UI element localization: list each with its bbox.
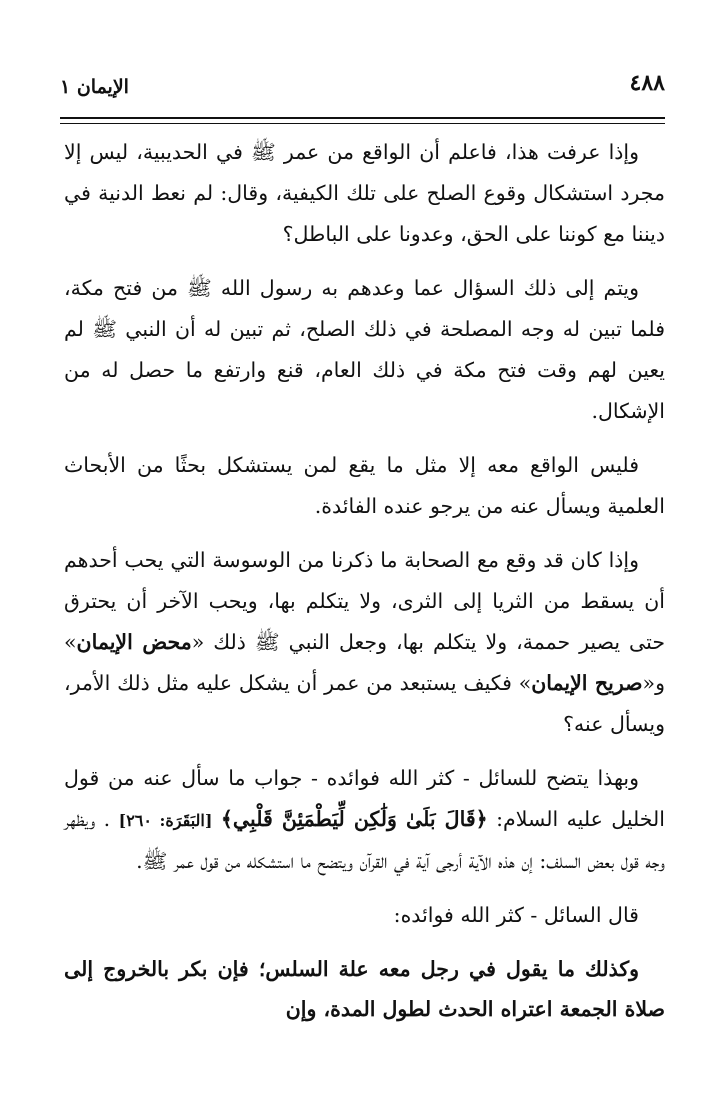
paragraph-4-text-a: وإذا كان قد وقع مع الصحابة ما ذكرنا من الوسوسة التي يحب أحدهم أن يسقط من الثريا إلى الثرى، ولا يتكلم بها، ويحب الآخر أن يحترق حتى يصير حممة، ولا يتكلم بها، وجعل النبي ﷺ ذلك « [64,548,665,654]
quran-verse: ﴿قَالَ بَلَىٰ وَلَٰكِن لِّيَطْمَئِنَّ قَلْبِي﴾ [220,807,488,831]
page-header [60,66,665,106]
paragraph-5-text-a: وبهذا يتضح للسائل - كثر الله فوائده - جواب ما سأل عنه من قول الخليل عليه السلام: [64,766,665,831]
page-body [64,132,665,1042]
page-number: ٤٨٨ [629,70,665,96]
header-rule-thin [60,123,665,124]
term-clear-faith: صريح الإيمان [531,671,643,695]
term-pure-faith: محض الإيمان [76,630,192,654]
paragraph-4-text-b: » و« [64,630,665,695]
verse-reference: [البَقَرَة: ٢٦٠] [118,811,213,830]
paragraph-2: ويتم إلى ذلك السؤال عما وعدهم به رسول الله ﷺ من فتح مكة، فلما تبين له وجه المصلحة في ذلك الصلح، ثم تبين له أن النبي ﷺ لم يعين لهم وقت فتح مكة في ذلك العام، قنع وارتفع ما حصل له من الإشكال. [64,276,665,423]
question-text: وكذلك ما يقول في رجل معه علة السلس؛ فإن بكر بالخروج إلى صلاة الجمعة اعتراه الحدث لطول المدة، وإن [64,957,665,1021]
header-rule-thick [60,117,665,119]
paragraph-5 [64,758,665,882]
paragraph-1: وإذا عرفت هذا، فاعلم أن الواقع من عمر ﷺ في الحديبية، ليس إلا مجرد استشكال وقوع الصلح على تلك الكيفية، وقال: لم نعط الدنية في ديننا مع كوننا على الحق، وعدونا على الباطل؟ [64,140,665,246]
paragraph-6: قال السائل - كثر الله فوائده: [393,903,639,927]
paragraph-4 [64,540,665,745]
paragraph-4-text-c: » فكيف يستبعد من عمر أن يشكل عليه مثل ذلك الأمر، ويسأل عنه؟ [64,671,665,736]
paragraph-5-text-b: . ويظهر وجه قول بعض السلف: إن هذه الآية أرجى آية في القرآن ويتضح ما استشكله من قول عمر ﷺ. [64,807,665,873]
book-title: الإيمان ١ [60,76,129,98]
paragraph-3: فليس الواقع معه إلا مثل ما يقع لمن يستشكل بحثًا من الأبحاث العلمية ويسأل عنه من يرجو عنده الفائدة. [64,453,665,518]
